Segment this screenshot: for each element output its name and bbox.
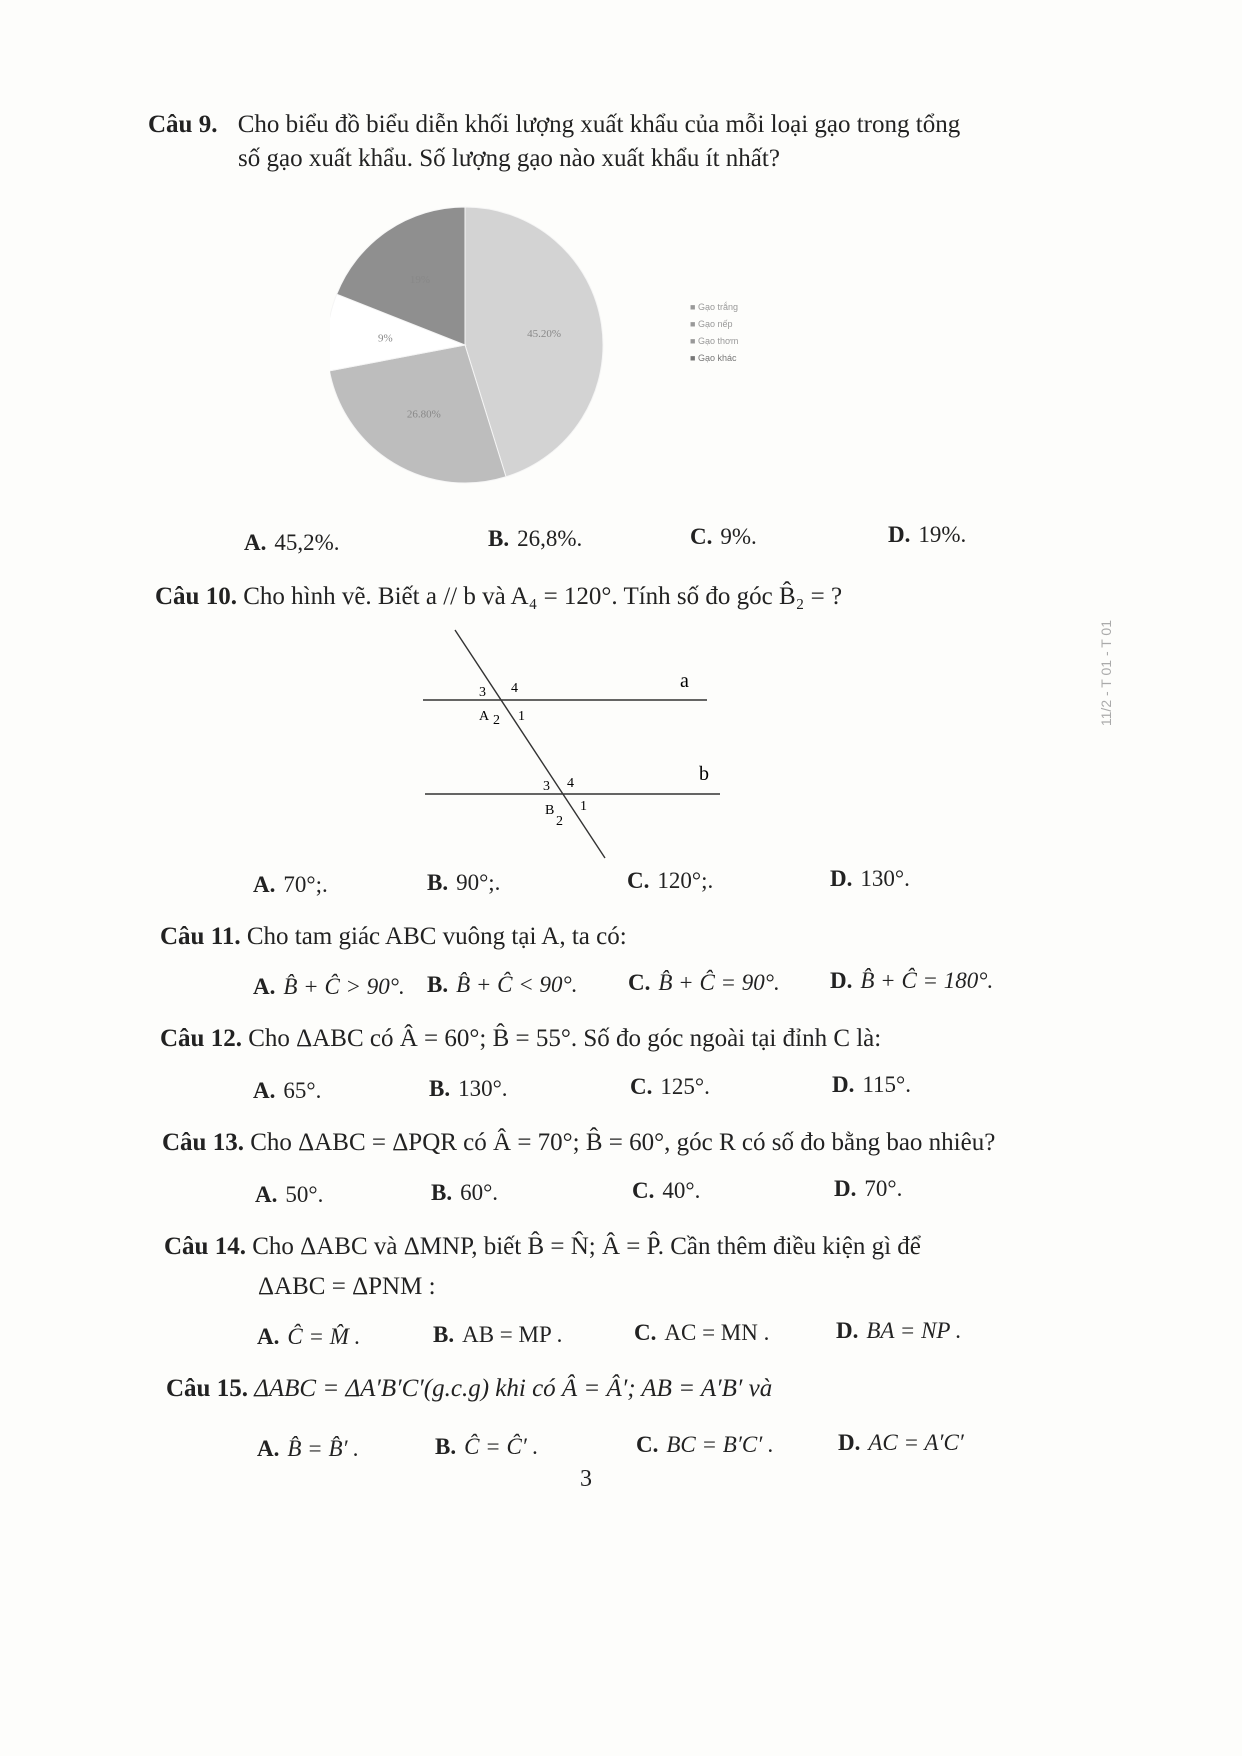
question-label: Câu 13.: [162, 1129, 244, 1156]
question-13: [162, 1126, 995, 1160]
question-label: Câu 15.: [166, 1375, 248, 1402]
option-a[interactable]: A. 70°;.: [253, 872, 328, 897]
legend-item: ■ Gạo thơm: [690, 336, 739, 346]
option-c[interactable]: C. 120°;.: [627, 868, 714, 893]
pie-slice-label: 9%: [377, 332, 393, 345]
question-text: ΔABC = ΔA′B′C′(g.c.g) khi có Â = Â′; AB = A′B′ và: [254, 1375, 773, 1402]
option-d[interactable]: D. BA = NP .: [836, 1318, 962, 1343]
question-text: Cho biểu đồ biểu diễn khối lượng xuất khẩu của mỗi loại gạo trong tổng: [237, 111, 961, 138]
option-a[interactable]: A. Ĉ = M̂ .: [257, 1324, 361, 1349]
question-15: [166, 1372, 772, 1406]
pie-slice-label: 45.20%: [527, 327, 562, 340]
question-11: [160, 920, 627, 954]
question-12: [160, 1022, 881, 1056]
angle-b4: 4: [567, 776, 574, 791]
legend-item: ■ Gạo nếp: [690, 319, 733, 329]
question-text: Cho ΔABC có Â = 60°; B̂ = 55°. Số đo góc ngoài tại đỉnh C là:: [248, 1025, 882, 1052]
option-b[interactable]: B. 26,8%.: [488, 526, 583, 551]
option-a[interactable]: A. 50°.: [255, 1182, 324, 1207]
option-b[interactable]: B. AB = MP .: [433, 1322, 563, 1347]
angle-b1: 1: [580, 799, 587, 814]
option-d[interactable]: D. B̂ + Ĉ = 180°.: [830, 968, 994, 993]
angle-a2: 2: [493, 713, 500, 728]
option-c[interactable]: C. B̂ + Ĉ = 90°.: [628, 970, 780, 995]
option-c[interactable]: C. AC = MN .: [634, 1320, 770, 1345]
question-label: Câu 14.: [164, 1233, 246, 1260]
option-a[interactable]: A. 65°.: [253, 1078, 322, 1103]
option-c[interactable]: C. 40°.: [632, 1178, 701, 1203]
option-b[interactable]: B. 60°.: [431, 1180, 499, 1205]
option-a[interactable]: A. B̂ + Ĉ > 90°.: [253, 974, 405, 999]
pie-slice-label: 26.80%: [406, 408, 441, 421]
question-label: Câu 11.: [160, 923, 241, 950]
question-text: Cho ΔABC và ΔMNP, biết B̂ = N̂; Â = P̂. Cần thêm điều kiện gì để: [252, 1233, 921, 1260]
angle-a4: 4: [511, 681, 518, 696]
question-text: Cho tam giác ABC vuông tại A, ta có:: [246, 923, 627, 950]
page-number: 3: [580, 1466, 592, 1492]
option-a[interactable]: A. B̂ = B̂′ .: [257, 1436, 360, 1461]
question-10: [155, 580, 842, 614]
option-b[interactable]: B. Ĉ = Ĉ′ .: [435, 1434, 539, 1459]
question-text: Cho hình vẽ. Biết a // b và A₄ = 120°. Tính số đo góc B̂₂ = ?: [243, 583, 843, 610]
option-d[interactable]: D. 19%.: [888, 522, 967, 547]
angle-b2: 2: [556, 814, 563, 829]
option-d[interactable]: D. 130°.: [830, 866, 910, 891]
pie-legend: [690, 302, 738, 363]
option-c[interactable]: C. BC = B′C′ .: [636, 1432, 774, 1457]
question-label: Câu 10.: [155, 583, 237, 610]
legend-item: ■ Gạo khác: [690, 353, 737, 363]
angle-a3: 3: [479, 685, 486, 700]
option-c[interactable]: C. 9%.: [690, 524, 757, 549]
point-b: B: [545, 803, 555, 818]
question-14-line-1: [164, 1230, 921, 1264]
transversal: [455, 630, 605, 858]
parallel-lines-figure: [415, 622, 735, 862]
question-9-line-1: [148, 108, 960, 142]
label-b: b: [699, 763, 709, 785]
pie-slice-label: 19%: [409, 273, 431, 286]
option-d[interactable]: D. 70°.: [834, 1176, 903, 1201]
question-9-line-2: số gạo xuất khẩu. Số lượng gạo nào xuất khẩu ít nhất?: [238, 145, 780, 172]
option-b[interactable]: B. B̂ + Ĉ < 90°.: [427, 972, 578, 997]
margin-note: 11/2 - T 01 - T 01: [1098, 620, 1114, 727]
angle-b3: 3: [543, 779, 550, 794]
option-d[interactable]: D. 115°.: [832, 1072, 911, 1097]
question-label: Câu 9.: [148, 111, 218, 138]
point-a: A: [479, 709, 490, 724]
option-d[interactable]: D. AC = A′C′: [838, 1430, 964, 1455]
option-a[interactable]: A. 45,2%.: [244, 530, 340, 555]
legend-item: ■ Gạo trắng: [690, 302, 738, 312]
option-b[interactable]: B. 90°;.: [427, 870, 501, 895]
question-14-line-2: ΔABC = ΔPNM :: [258, 1273, 436, 1300]
option-b[interactable]: B. 130°.: [429, 1076, 508, 1101]
pie-slices: [330, 207, 603, 483]
angle-a1: 1: [518, 709, 525, 724]
option-c[interactable]: C. 125°.: [630, 1074, 710, 1099]
question-label: Câu 12.: [160, 1025, 242, 1052]
label-a: a: [680, 670, 689, 692]
question-text: Cho ΔABC = ΔPQR có Â = 70°; B̂ = 60°, góc R có số đo bằng bao nhiêu?: [250, 1129, 996, 1156]
